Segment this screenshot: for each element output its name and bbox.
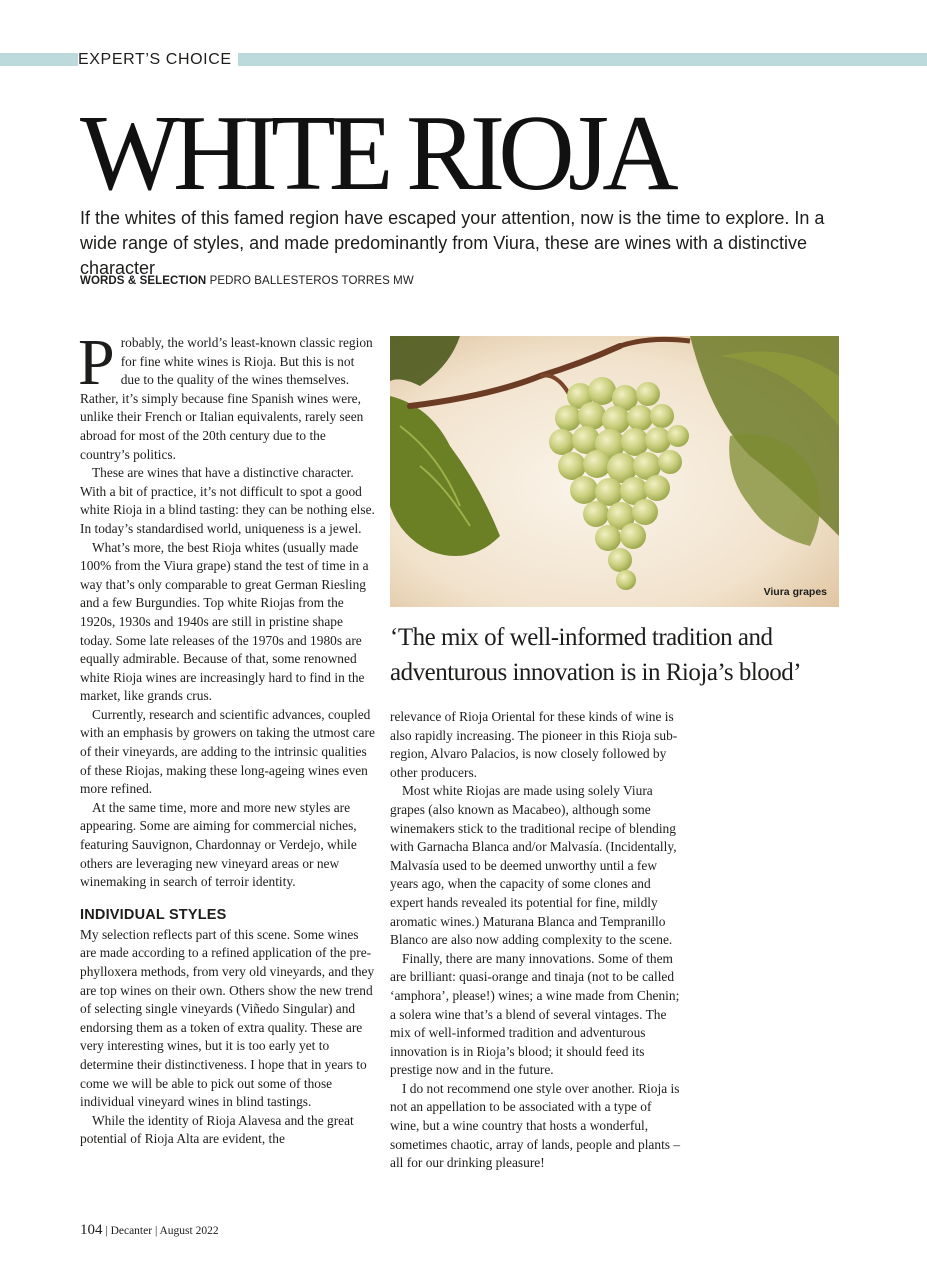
- article-title: WHITE RIOJA: [80, 94, 672, 213]
- photo-caption: Viura grapes: [763, 586, 827, 598]
- paragraph: These are wines that have a distinctive character. With a bit of practice, it’s not difficult to spot a good white Rioja in a blind tasting: they can be nothing else. In today’s standardised world, uniqueness is a jewel.: [80, 465, 375, 536]
- paragraph: Most white Riojas are made using solely Viura grapes (also known as Macabeo), although some winemakers stick to the traditional recipe of blending with Garnacha Blanca and/or Malvasía. (Incidentally, Malvasía used to be deemed unworthy until a few years ago, when the capacity of some clones and expert hands revealed its potential for fine, mildly aromatic wines.) Maturana Blanca and Tempranillo Blanco are also now adding complexity to the scene.: [390, 783, 677, 948]
- paragraph: Currently, research and scientific advances, coupled with an emphasis by growers on taking the utmost care of their vineyards, are adding to the intrinsic qualities of these Riojas, making these long-ageing wines even more refined.: [80, 706, 375, 797]
- viura-grapes-photo: [390, 336, 839, 607]
- grape-cluster-illustration: [390, 336, 839, 607]
- paragraph: Finally, there are many innovations. Some of them are brilliant: quasi-orange and tinaja (not to be called ‘amphora’, please!) wines; a wine made from Chenin; a solera wine that’s a blend of several vintages. The mix of well-informed tradition and adventurous innovation is in Rioja’s blood; it should feed its prestige now and in the future.: [390, 950, 680, 1078]
- page-footer: 104 | Decanter | August 2022: [80, 1222, 219, 1238]
- paragraph: What’s more, the best Rioja whites (usually made 100% from the Viura grape) stand the test of time in a way that’s only comparable to great German Riesling and a few Burgundies. Top white Riojas from the 1920s, 1930s and 1940s are still in pristine shape today. Some late releases of the 1970s and 1980s are equally admirable. Because of that, some renowned white Rioja wines are increasingly hard to find in the market, like grands crus.: [80, 539, 369, 704]
- article-column-right: [390, 708, 682, 1173]
- paragraph: relevance of Rioja Oriental for these kinds of wine is also rapidly increasing. The pioneer in this Rioja sub-region, Alvaro Palacios, is now closely followed by other producers.: [390, 709, 678, 780]
- paragraph: At the same time, more and more new styles are appearing. Some are aiming for commercial niches, featuring Sauvignon, Chardonnay or Verdejo, while others are leveraging new vineyard areas or new winemaking in search of terroir identity.: [80, 799, 357, 890]
- pull-quote: ‘The mix of well-informed tradition and adventurous innovation is in Rioja’s blood’: [390, 624, 802, 686]
- paragraph-intro-text: robably, the world’s least-known classic region for fine white wines is Rioja. But this is not due to the quality of the wines themselves. Rather, it’s simply because fine Spanish wines were, unlike their French or Italian equivalents, rarely seen abroad for most of the 20th century due to the country’s politics.: [80, 335, 373, 462]
- publication-name: Decanter: [110, 1225, 153, 1237]
- byline-author: PEDRO BALLESTEROS TORRES MW: [209, 275, 414, 287]
- page-number: 104: [80, 1222, 103, 1238]
- article-column-left: [78, 326, 376, 1149]
- paragraph: While the identity of Rioja Alavesa and the great potential of Rioja Alta are evident, the: [80, 1112, 354, 1147]
- drop-cap: P: [78, 326, 115, 399]
- paragraph-intro: [78, 326, 376, 464]
- paragraph: My selection reflects part of this scene. Some wines are made according to a refined application of the pre-phylloxera methods, from very old vineyards, and they are top wines on their own. Others show the new trend of selecting single vineyards (Viñedo Singular) and endorsing them as a token of extra quality. These are very interesting wines, but it is too early yet to determine their distinctiveness. I hope that in years to come we will be able to pick out some of those individual vineyard wines in blind tastings.: [80, 926, 375, 1110]
- section-label: EXPERT’S CHOICE: [78, 48, 238, 69]
- byline: [80, 275, 414, 287]
- subheading-individual-styles: INDIVIDUAL STYLES: [80, 906, 227, 923]
- issue-date: August 2022: [159, 1225, 219, 1237]
- standfirst: If the whites of this famed region have escaped your attention, now is the time to explore. In a wide range of styles, and made predominantly from Viura, these are wines with a distinctive character: [80, 208, 825, 278]
- byline-label: WORDS & SELECTION: [80, 275, 207, 287]
- paragraph: I do not recommend one style over another. Rioja is not an appellation to be associated with a type of wine, but a wine country that hosts a wonderful, sometimes chaotic, array of lands, people and plants – all for our drinking pleasure!: [390, 1080, 681, 1171]
